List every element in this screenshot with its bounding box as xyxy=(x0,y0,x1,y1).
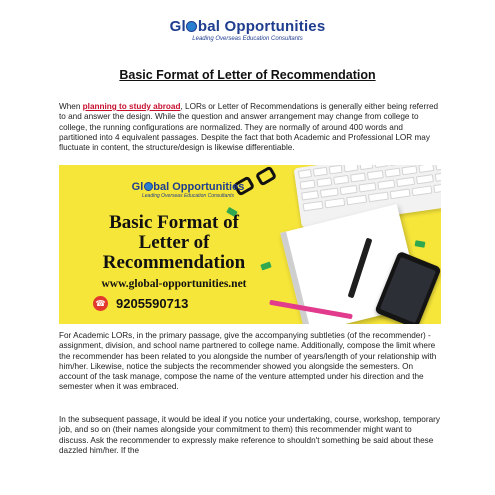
paragraph-intro-rest: , LORs or Letter of Recommendations is generally either being referred to and answer the design. While the question and answer arrangement may change from college to college, the running configurations are normalized. They are normally of around 400 words and partitioned into 4 equivalent passages. Despite the fact that both Academic and Professional LOR may fluctuate in content, the structure/design is likewise differentiable. xyxy=(59,102,439,153)
logo-text-part2: bal Opportunities xyxy=(197,18,326,35)
banner-logo-part1: Gl xyxy=(131,181,144,193)
paragraph-academic-lor: For Academic LORs, in the primary passage, give the accompanying subtleties (of the recommender) - assignment, division, and school name partnered to college name. Additionally, compose the limit where the recommender has been related to you alongside the number of years/length of your relationship with him/her. Likewise, notice the subjects the recommender showed you alongside the semesters. On account of the task manage, compose the name of the venture attempted under his direction and the semester when it was embraced. xyxy=(59,331,437,392)
banner-image xyxy=(59,165,441,324)
paragraph-second-passage: In the subsequent passage, it would be ideal if you notice your undertaking, course, workshop, temporary job, and so on (their names alongside your commitment to them) this recommender might want to discuss. Ask the recommender to expressly make reference to shouldn't something be said about these dazzled him/her. If the xyxy=(59,415,440,455)
banner-logo-part2: bal Opportunities xyxy=(153,181,245,193)
logo-text-part1: Gl xyxy=(169,18,186,35)
banner-phone-number: 9205590713 xyxy=(116,295,189,311)
phone-icon: ☎ xyxy=(93,296,108,311)
banner-logo-tagline: Leading Overseas Education Consultants xyxy=(141,193,234,199)
header-logo xyxy=(0,18,495,42)
document-title: Basic Format of Letter of Recommendation xyxy=(119,68,376,82)
logo-tagline: Leading Overseas Education Consultants xyxy=(192,36,303,42)
logo-wordmark xyxy=(0,18,495,35)
banner-title xyxy=(69,213,279,273)
globe-icon xyxy=(186,21,197,32)
banner-logo-wordmark xyxy=(103,181,273,193)
paragraph-intro-lead: When xyxy=(59,102,83,111)
banner-url: www.global-opportunities.net xyxy=(101,278,247,290)
paragraph-intro xyxy=(59,102,441,153)
banner-title-line2: Letter of xyxy=(138,232,210,253)
banner-logo xyxy=(103,181,273,199)
globe-icon xyxy=(144,182,153,191)
paperclip-illustration xyxy=(415,240,426,248)
study-abroad-link[interactable]: planning to study abroad xyxy=(82,102,181,111)
banner-title-line1: Basic Format of xyxy=(109,212,239,233)
banner-title-line3: Recommendation xyxy=(102,252,246,273)
banner-phone xyxy=(93,293,188,313)
